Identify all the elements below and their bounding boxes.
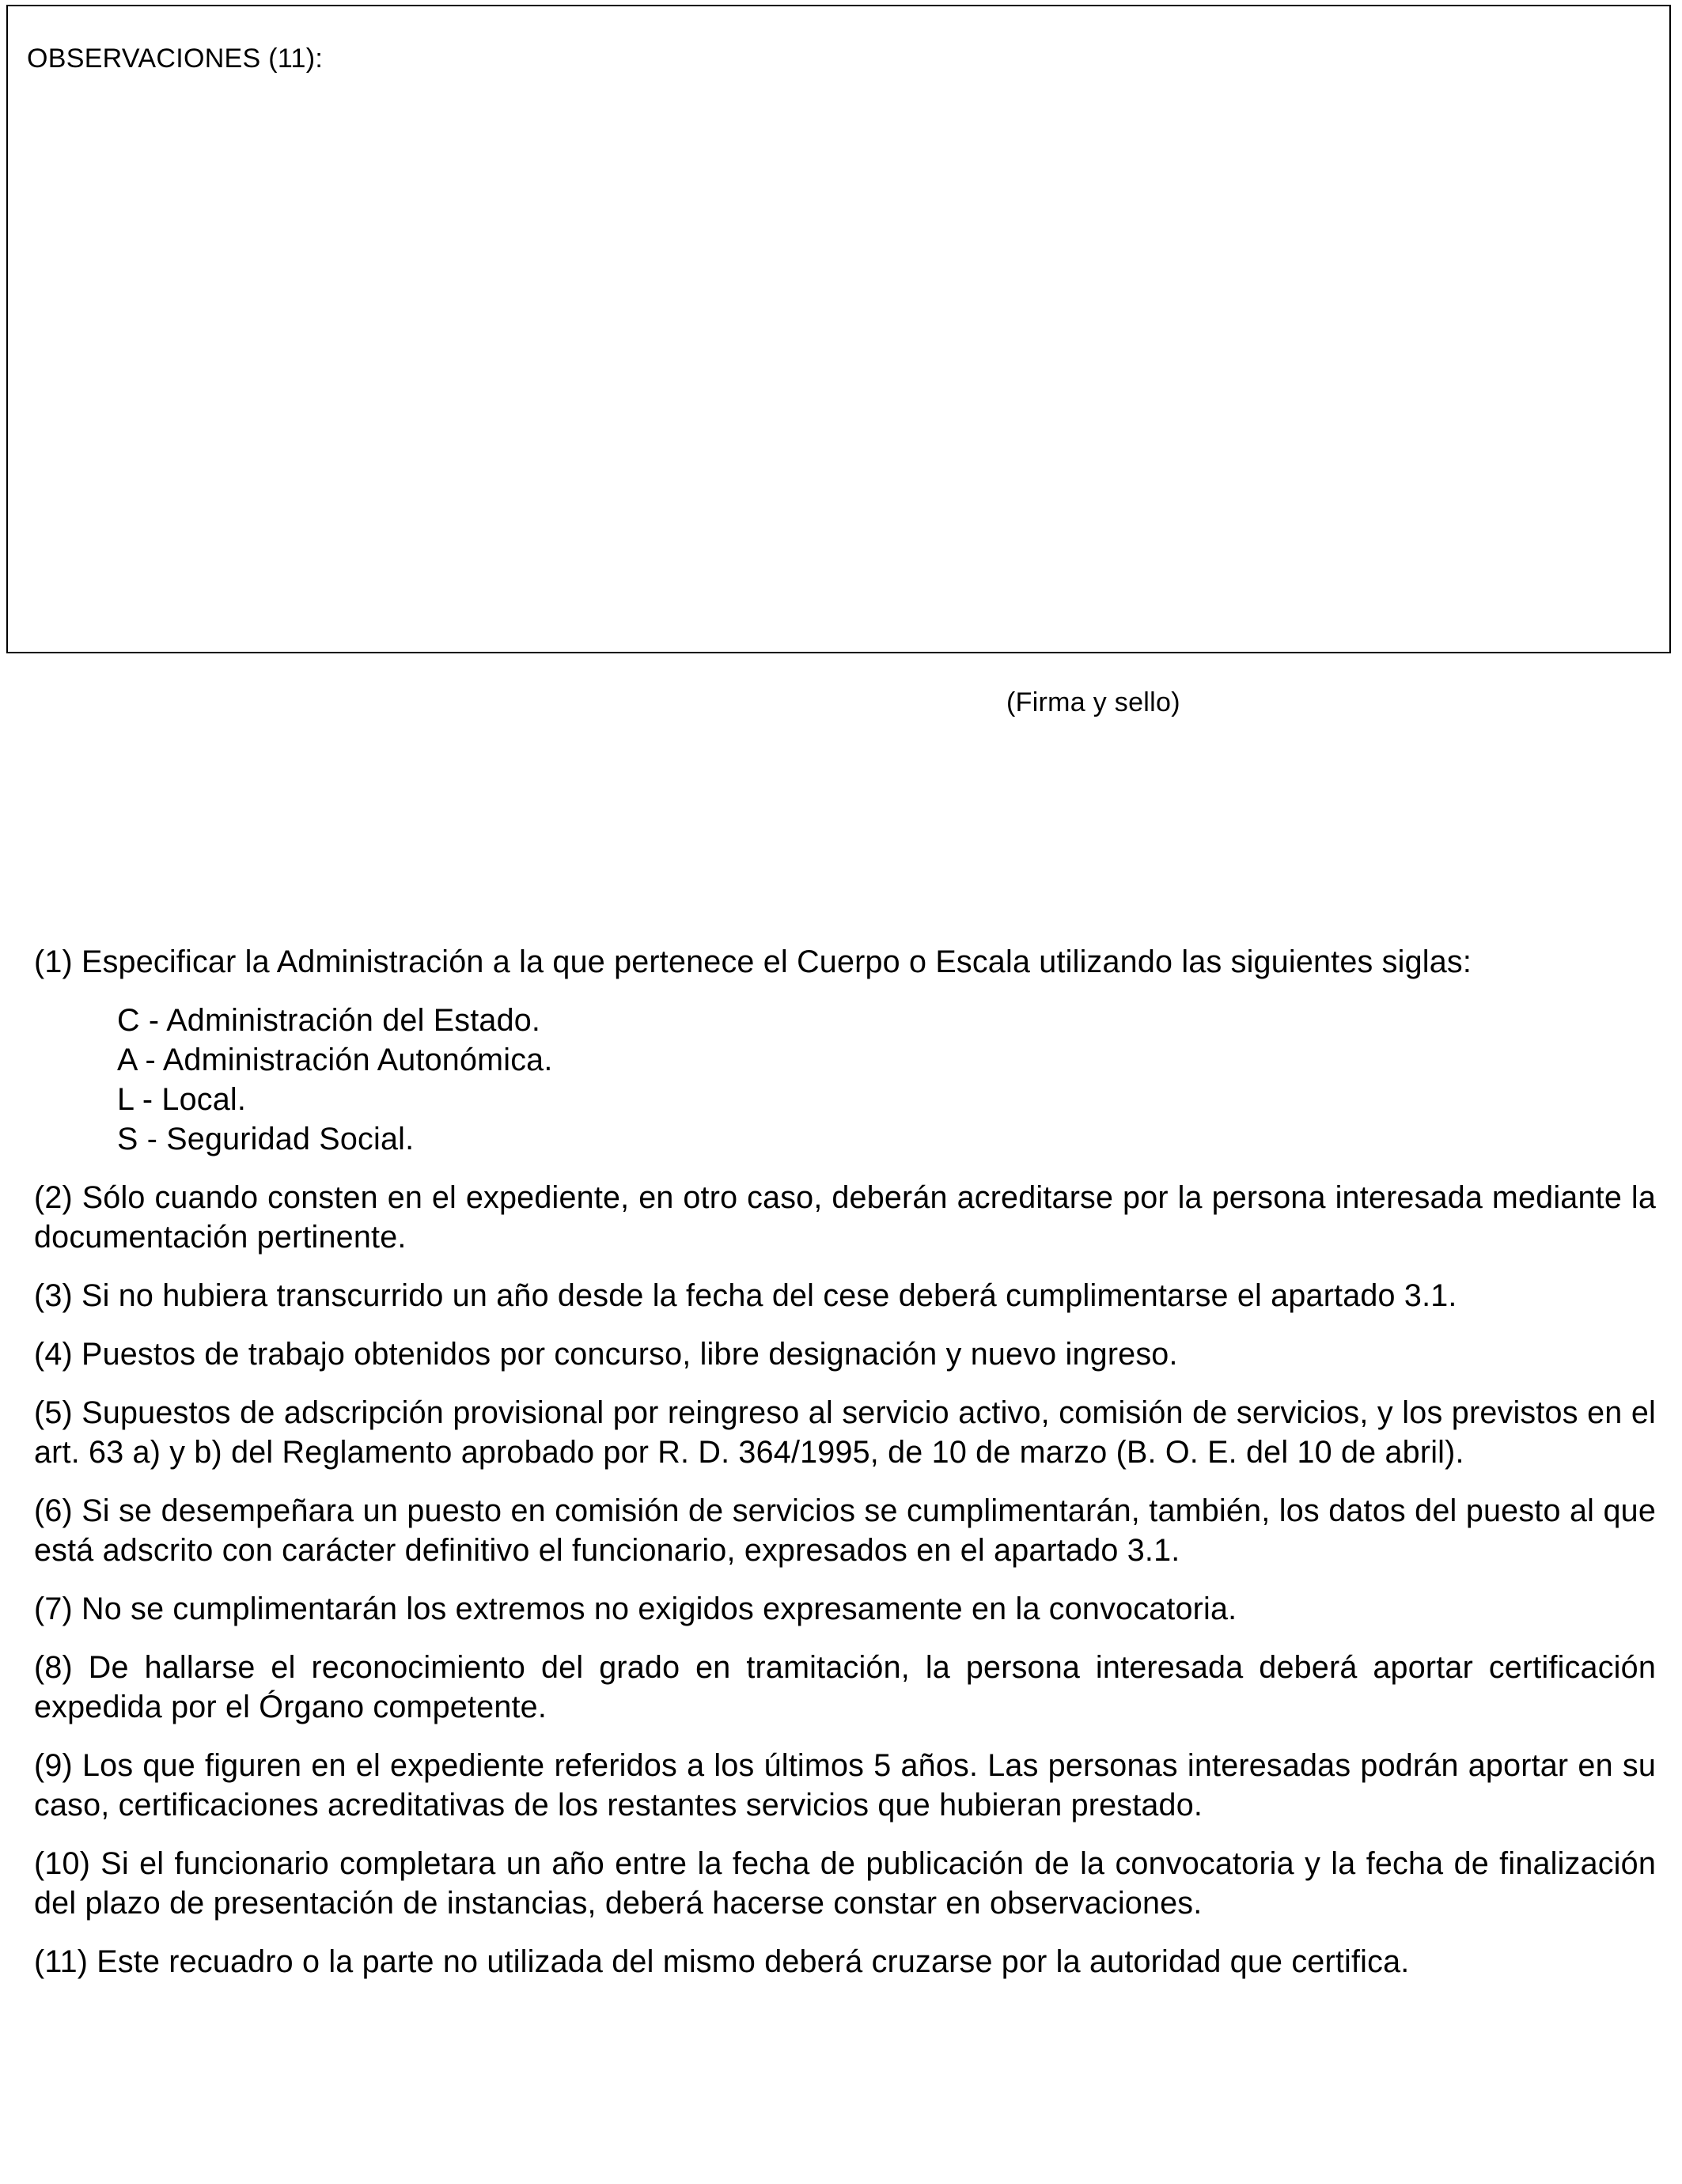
- list-item: L - Local.: [117, 1082, 247, 1117]
- list-item: C - Administración del Estado.: [117, 1003, 541, 1038]
- footnote-5: (5) Supuestos de adscripción provisional por reingreso al servicio activo, comisión de servicios, y los previstos en el art. 63 a) y b) del Reglamento aprobado por R. D. 364/1995, de 10 de marzo (B. O. E. del 10 de abril).: [34, 1395, 1656, 1470]
- footnote-4: (4) Puestos de trabajo obtenidos por concurso, libre designación y nuevo ingreso.: [34, 1337, 1178, 1372]
- footnotes: [34, 942, 1656, 2000]
- footnote-1: (1) Especificar la Administración a la que pertenece el Cuerpo o Escala utilizando las siguientes siglas:: [34, 944, 1472, 979]
- list-item: S - Seguridad Social.: [117, 1122, 415, 1156]
- list-item: A - Administración Autonómica.: [117, 1043, 553, 1077]
- footnote-8: (8) De hallarse el reconocimiento del grado en tramitación, la persona interesada deberá aportar certificación expedida por el Órgano competente.: [34, 1650, 1656, 1724]
- observations-label: OBSERVACIONES (11):: [27, 44, 324, 74]
- footnote-6: (6) Si se desempeñara un puesto en comisión de servicios se cumplimentarán, también, los datos del puesto al que está adscrito con carácter definitivo el funcionario, expresados en el apartado 3.1.: [34, 1493, 1656, 1568]
- footnote-7: (7) No se cumplimentarán los extremos no exigidos expresamente en la convocatoria.: [34, 1592, 1237, 1626]
- footnote-2: (2) Sólo cuando consten en el expediente, en otro caso, deberán acreditarse por la persona interesada mediante la documentación pertinente.: [34, 1180, 1656, 1255]
- footnote-9: (9) Los que figuren en el expediente referidos a los últimos 5 años. Las personas interesadas podrán aportar en su caso, certificaciones acreditativas de los restantes servicios que hubieran prestado.: [34, 1748, 1656, 1823]
- footnote-11: (11) Este recuadro o la parte no utilizada del mismo deberá cruzarse por la autoridad que certifica.: [34, 1944, 1410, 1979]
- footnote-10: (10) Si el funcionario completara un año entre la fecha de publicación de la convocatoria y la fecha de finalización del plazo de presentación de instancias, deberá hacerse constar en observaciones.: [34, 1846, 1656, 1921]
- signature-label: (Firma y sello): [1006, 687, 1180, 717]
- footnote-3: (3) Si no hubiera transcurrido un año desde la fecha del cese deberá cumplimentarse el apartado 3.1.: [34, 1278, 1457, 1313]
- observations-box: [6, 5, 1671, 653]
- administration-codes-list: [117, 1001, 1656, 1159]
